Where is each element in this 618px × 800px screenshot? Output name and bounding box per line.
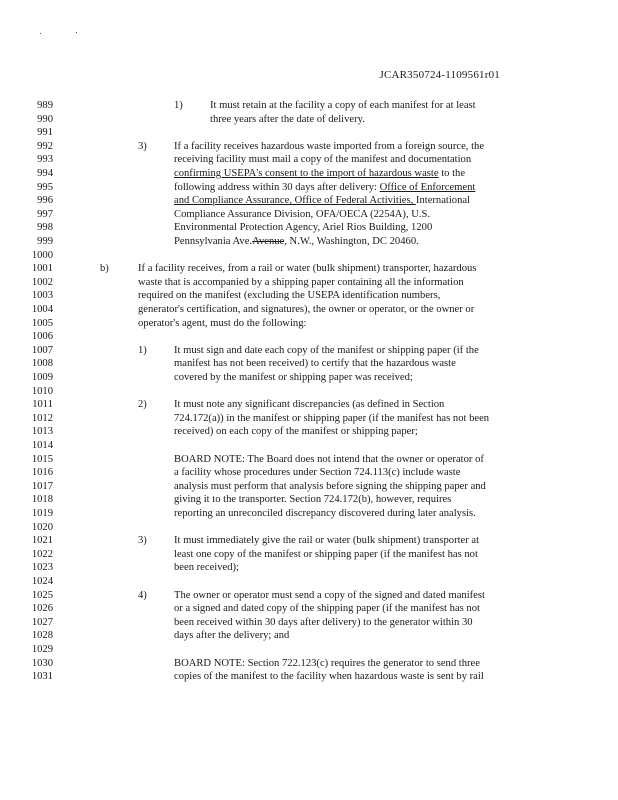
line-text: Environmental Protection Agency, Ariel Rios Building, 1200 bbox=[174, 222, 433, 234]
line-text bbox=[174, 181, 475, 194]
line-number: 1003 bbox=[31, 290, 53, 302]
line-text: covered by the manifest or shipping paper was received; bbox=[174, 372, 413, 383]
line-number: 1005 bbox=[31, 317, 53, 329]
line-text: BOARD NOTE: The Board does not intend that the owner or operator of bbox=[174, 453, 484, 465]
line-text: received) on each copy of the manifest or shipping paper; bbox=[174, 426, 418, 438]
line-number: 1023 bbox=[31, 562, 53, 574]
line-text: been received); bbox=[174, 562, 239, 574]
line-number: 1018 bbox=[31, 494, 53, 506]
document-id: JCAR350724-1109561r01 bbox=[379, 69, 500, 81]
line-number: 1001 bbox=[31, 263, 53, 275]
line-text: 724.172(a)) in the manifest or shipping paper (if the manifest has not been bbox=[174, 412, 490, 424]
line-text: reporting an unreconciled discrepancy discovered during later analysis. bbox=[174, 508, 476, 519]
text-segment: , N.W., Washington, DC 20460. bbox=[284, 236, 419, 247]
line-number: 1021 bbox=[31, 535, 53, 547]
line-number: 989 bbox=[37, 100, 53, 111]
line-text: least one copy of the manifest or shipping paper (if the manifest has not bbox=[174, 548, 478, 560]
line-text: analysis must perform that analysis before signing the shipping paper and bbox=[174, 480, 486, 492]
line-number: 993 bbox=[37, 154, 53, 166]
line-text bbox=[174, 235, 419, 248]
line-text: days after the delivery; and bbox=[174, 630, 290, 642]
line-text: three years after the date of delivery. bbox=[210, 113, 365, 125]
line-number: 991 bbox=[37, 127, 53, 139]
line-number: 1016 bbox=[31, 467, 53, 479]
line-text: It must immediately give the rail or water (bulk shipment) transporter at bbox=[174, 535, 480, 547]
line-number: 1015 bbox=[31, 453, 53, 465]
line-number: 1028 bbox=[31, 630, 53, 642]
line-number: 992 bbox=[37, 140, 53, 152]
line-number: 1029 bbox=[31, 644, 53, 655]
line-text: or a signed and dated copy of the shipping paper (if the manifest has not bbox=[174, 603, 480, 615]
scan-specks bbox=[40, 33, 80, 35]
line-number: 1024 bbox=[31, 576, 53, 587]
line-text: giving it to the transporter. Section 724.172(b), however, requires bbox=[174, 494, 452, 506]
line-text: The owner or operator must send a copy of the signed and dated manifest bbox=[174, 589, 485, 601]
line-number: 1017 bbox=[31, 480, 53, 492]
line-number: 1020 bbox=[31, 521, 53, 533]
inserted-text: confirming USEPA's consent to the import of hazardous waste bbox=[174, 168, 439, 179]
list-marker: 1) bbox=[138, 344, 147, 356]
line-number: 1022 bbox=[31, 548, 53, 560]
line-text: If a facility receives hazardous waste imported from a foreign source, the bbox=[174, 140, 485, 152]
list-marker: 2) bbox=[138, 399, 147, 411]
line-number: 1009 bbox=[31, 372, 53, 383]
line-text bbox=[174, 194, 470, 207]
line-text bbox=[174, 167, 465, 180]
inserted-text: and Compliance Assurance, Office of Federal Activities, bbox=[174, 195, 416, 207]
line-text: waste that is accompanied by a shipping paper containing all the information bbox=[138, 276, 464, 288]
line-number: 999 bbox=[37, 236, 53, 247]
line-number: 1004 bbox=[31, 304, 53, 315]
line-text: operator's agent, must do the following: bbox=[138, 317, 307, 329]
line-text: It must retain at the facility a copy of each manifest for at least bbox=[210, 100, 476, 111]
line-text: a facility whose procedures under Section 724.113(c) include waste bbox=[174, 467, 461, 479]
text-segment: Pennsylvania Ave. bbox=[174, 236, 253, 247]
line-number: 1000 bbox=[31, 249, 53, 261]
line-number: 1019 bbox=[31, 508, 53, 519]
line-text: generator's certification, and signatures), the owner or operator, or the owner or bbox=[138, 304, 475, 315]
text-segment: International bbox=[415, 195, 471, 207]
line-number: 1002 bbox=[31, 276, 53, 288]
line-text: receiving facility must mail a copy of the manifest and documentation bbox=[174, 154, 472, 166]
line-number: 1013 bbox=[31, 426, 53, 438]
text-segment: to the bbox=[438, 168, 466, 179]
line-number: 1030 bbox=[31, 657, 53, 669]
line-text: been received within 30 days after delivery) to the generator within 30 bbox=[174, 616, 473, 628]
line-text: BOARD NOTE: Section 722.123(c) requires the generator to send three bbox=[174, 657, 480, 669]
line-number: 1011 bbox=[32, 399, 53, 411]
line-text: copies of the manifest to the facility when hazardous waste is sent by rail bbox=[174, 671, 484, 683]
line-number: 1027 bbox=[31, 616, 53, 628]
inserted-text: Office of Enforcement bbox=[379, 181, 476, 193]
line-number: 1031 bbox=[31, 671, 53, 683]
line-number: 1010 bbox=[31, 385, 53, 397]
struck-text: Avenue bbox=[252, 236, 285, 247]
line-number: 1025 bbox=[31, 589, 53, 601]
line-number: 1006 bbox=[31, 331, 53, 343]
line-text: Compliance Assurance Division, OFA/OECA (2254A), U.S. bbox=[174, 208, 431, 220]
line-text: It must note any significant discrepancies (as defined in Section bbox=[174, 399, 445, 411]
list-marker: 3) bbox=[138, 140, 147, 152]
line-number: 1008 bbox=[31, 358, 53, 370]
line-number: 994 bbox=[37, 168, 53, 179]
line-number: 997 bbox=[37, 208, 53, 220]
line-number: 1014 bbox=[31, 440, 53, 451]
list-marker: 1) bbox=[174, 100, 183, 111]
list-marker: 3) bbox=[138, 535, 147, 547]
line-text: manifest has not been received) to certify that the hazardous waste bbox=[174, 358, 456, 370]
line-number: 996 bbox=[37, 195, 53, 207]
line-number: 1012 bbox=[31, 412, 53, 424]
line-text: If a facility receives, from a rail or water (bulk shipment) transporter, hazardous bbox=[138, 263, 477, 275]
text-segment: following address within 30 days after delivery: bbox=[174, 181, 380, 193]
line-number: 990 bbox=[37, 113, 53, 125]
list-marker: b) bbox=[100, 263, 109, 275]
line-number: 998 bbox=[37, 222, 53, 234]
line-number: 995 bbox=[37, 181, 53, 193]
line-number: 1026 bbox=[31, 603, 53, 615]
line-number: 1007 bbox=[31, 344, 53, 356]
list-marker: 4) bbox=[138, 589, 147, 601]
line-text: required on the manifest (excluding the USEPA identification numbers, bbox=[138, 290, 441, 302]
line-text: It must sign and date each copy of the manifest or shipping paper (if the bbox=[174, 344, 479, 356]
